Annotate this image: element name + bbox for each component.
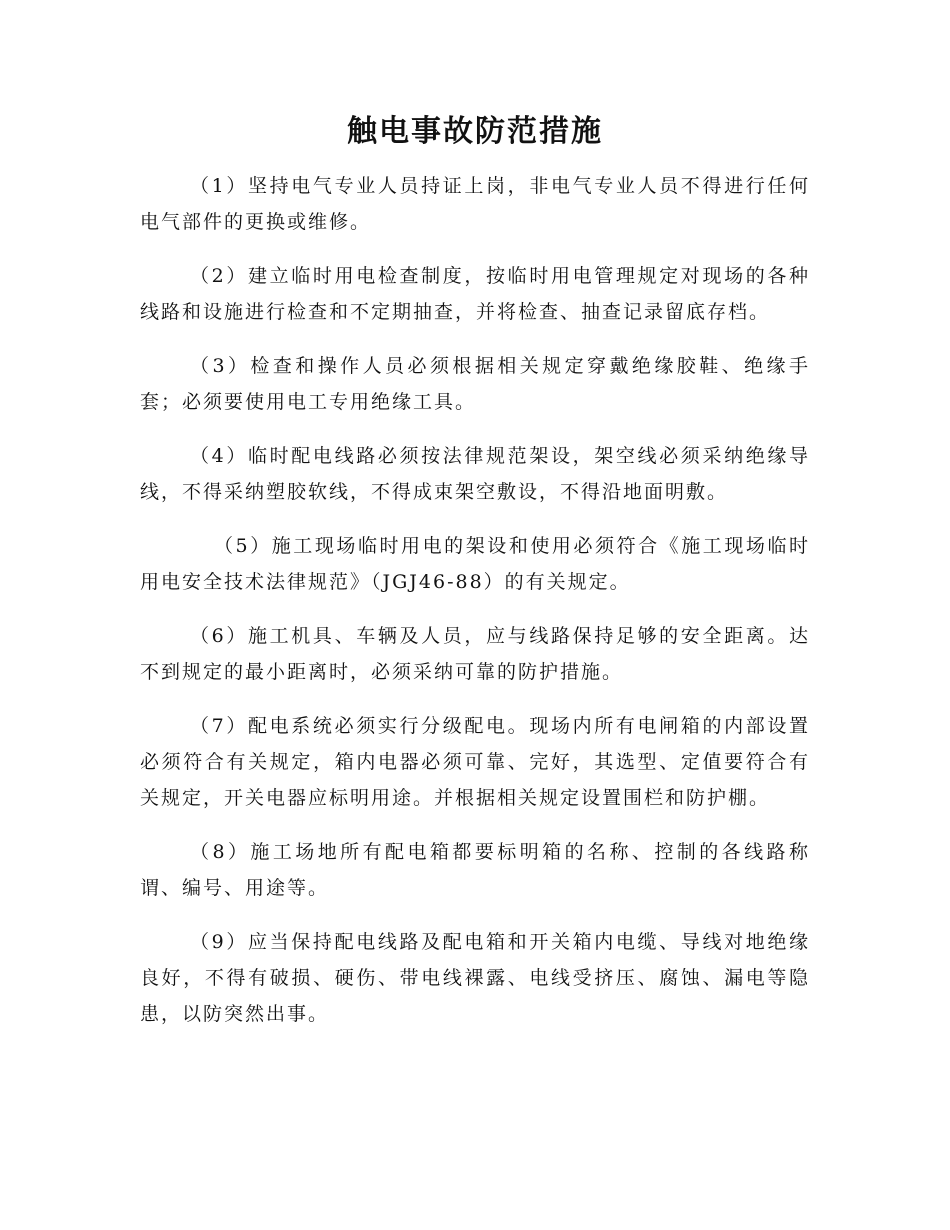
paragraph-4: （4）临时配电线路必须按法律规范架设，架空线必须采纳绝缘导线，不得采纳塑胶软线，不得成束架空敷设，不得沿地面明敷。	[140, 445, 810, 503]
paragraph-3: （3）检查和操作人员必须根据相关规定穿戴绝缘胶鞋、绝缘手套；必须要使用电工专用绝缘工具。	[140, 355, 810, 413]
paragraph-8: （8）施工场地所有配电箱都要标明箱的名称、控制的各线路称谓、编号、用途等。	[140, 841, 810, 899]
document-title: 触电事故防范措施	[347, 114, 603, 149]
paragraph-5: （5）施工现场临时用电的架设和使用必须符合《施工现场临时用电安全技术法律规范》（JGJ46-88）的有关规定。	[140, 535, 810, 593]
paragraph-7: （7）配电系统必须实行分级配电。现场内所有电闸箱的内部设置必须符合有关规定，箱内电器必须可靠、完好，其选型、定值要符合有关规定，开关电器应标明用途。并根据相关规定设置围栏和防护棚。	[140, 715, 810, 809]
paragraph-1: （1）坚持电气专业人员持证上岗，非电气专业人员不得进行任何电气部件的更换或维修。	[140, 175, 810, 233]
paragraph-9: （9）应当保持配电线路及配电箱和开关箱内电缆、导线对地绝缘良好，不得有破损、硬伤、带电线裸露、电线受挤压、腐蚀、漏电等隐患，以防突然出事。	[140, 931, 810, 1025]
paragraph-6: （6）施工机具、车辆及人员，应与线路保持足够的安全距离。达不到规定的最小距离时，必须采纳可靠的防护措施。	[140, 625, 810, 683]
paragraph-2: （2）建立临时用电检查制度，按临时用电管理规定对现场的各种线路和设施进行检查和不定期抽查，并将检查、抽查记录留底存档。	[140, 265, 810, 323]
document-body	[140, 168, 810, 1032]
